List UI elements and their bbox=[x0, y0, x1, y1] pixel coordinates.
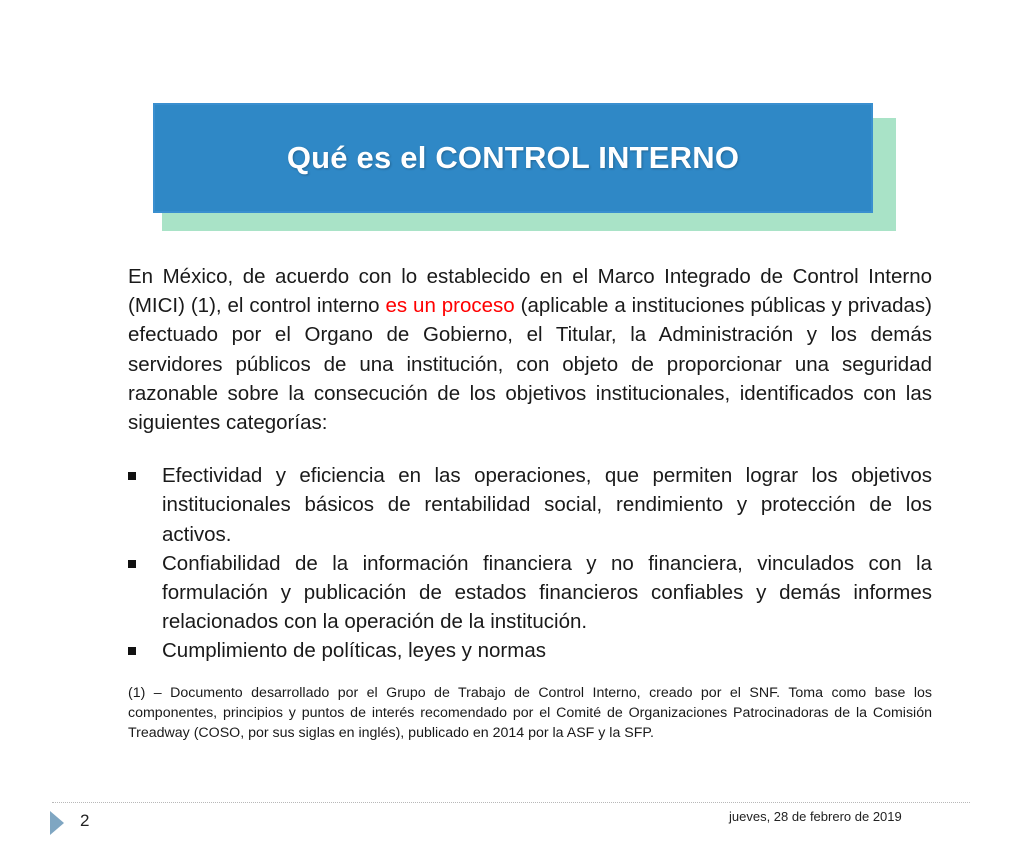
list-item-text: Efectividad y eficiencia en las operaciones, que permiten lograr los objetivos institucionales básicos de rentabilidad social, rendimiento y protección de los activos. bbox=[162, 464, 932, 546]
square-bullet-icon bbox=[128, 472, 136, 480]
intro-highlight: es un proceso bbox=[385, 294, 515, 318]
arrow-right-icon bbox=[50, 811, 64, 835]
list-item bbox=[128, 636, 932, 665]
intro-text-before: En México, de acuerdo con lo establecido en el Marco Integrado de Control Interno (MICI) (1), el control interno bbox=[128, 265, 932, 318]
square-bullet-icon bbox=[128, 647, 136, 655]
slide-title: Qué es el CONTROL INTERNO bbox=[286, 140, 740, 175]
list-item-text: Cumplimiento de políticas, leyes y normas bbox=[162, 639, 546, 663]
page-number: 2 bbox=[80, 811, 90, 830]
list-item bbox=[128, 549, 932, 637]
slide-content bbox=[128, 262, 932, 744]
category-list bbox=[128, 461, 932, 665]
footer-divider bbox=[52, 802, 970, 803]
list-item-text: Confiabilidad de la información financiera y no financiera, vinculados con la formulación y publicación de estados financieros confiables y demás informes relacionados con la operación de la institución. bbox=[162, 551, 932, 634]
intro-paragraph bbox=[128, 262, 932, 437]
intro-text-after: (aplicable a instituciones públicas y privadas) efectuado por el Organo de Gobierno, el Titular, la Administración y los demás servidores públicos de una institución, con objeto de proporcionar una seguridad razonable sobre la consecución de los objetivos institucionales, identificados con las siguientes categorías: bbox=[128, 294, 933, 435]
footnote: (1) – Documento desarrollado por el Grupo de Trabajo de Control Interno, creado por el SNF. Toma como base los componentes, principios y puntos de interés recomendado por el Comité de Organizaciones Patrocinadoras de la Comisión Treadway (COSO, por sus siglas en inglés), publicado en 2014 por la ASF y la SFP. bbox=[128, 684, 932, 742]
square-bullet-icon bbox=[128, 560, 136, 568]
list-item bbox=[128, 461, 932, 549]
footer-date: jueves, 28 de febrero de 2019 bbox=[729, 809, 902, 824]
title-box bbox=[153, 103, 873, 213]
